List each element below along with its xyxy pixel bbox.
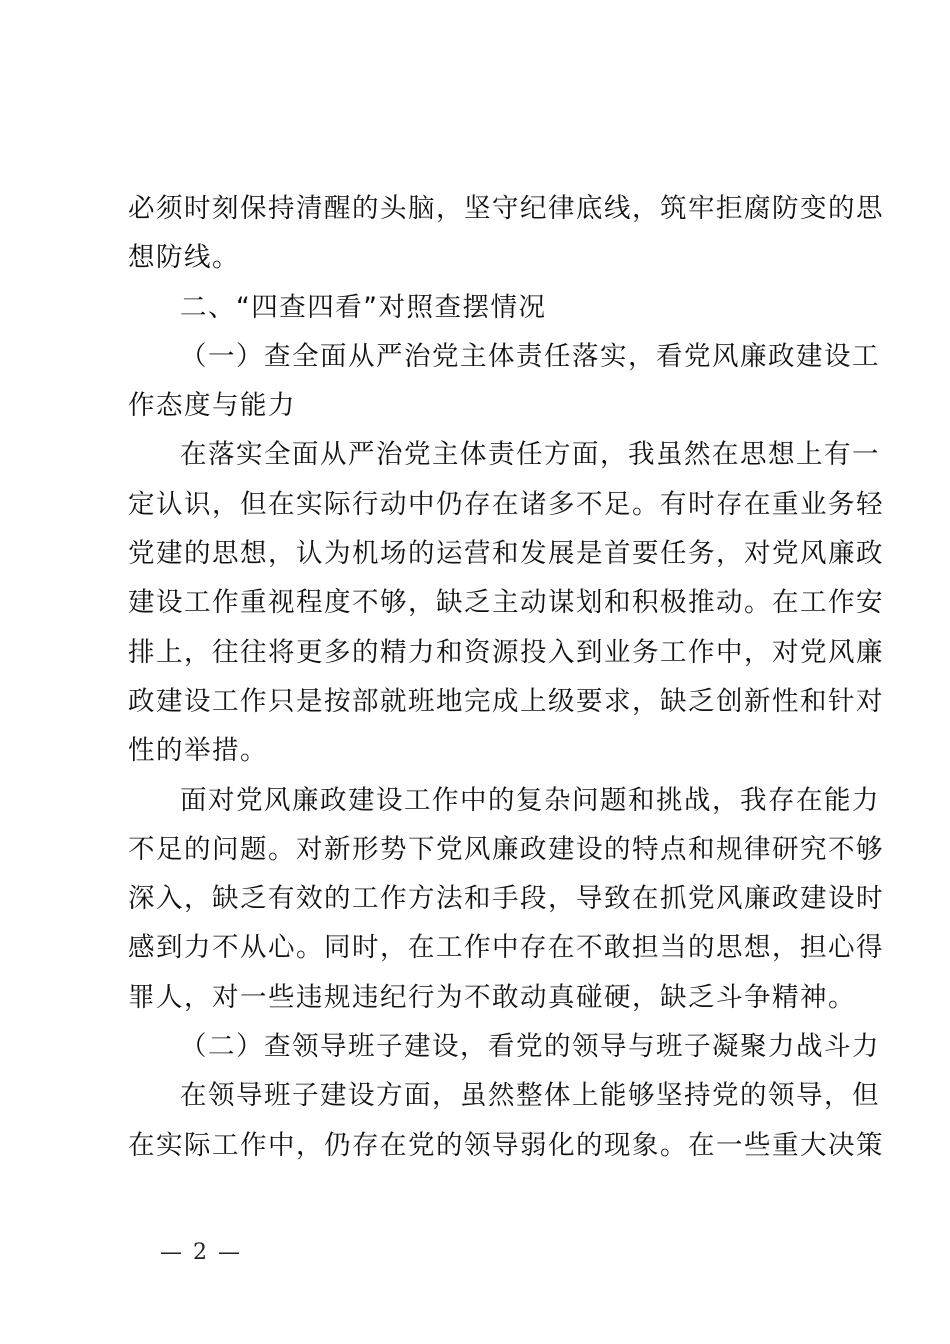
text-line: 深入，缺乏有效的工作方法和手段，导致在抓党风廉政建设时 [128,883,884,915]
text-line: 想防线。 [128,242,240,274]
text-line: 在实际工作中，仍存在党的领导弱化的现象。在一些重大决策 [128,1129,884,1161]
text-line: 不足的问题。对新形势下党风廉政建设的特点和规律研究不够 [128,833,884,865]
text-line: 定认识，但在实际行动中仍存在诸多不足。有时存在重业务轻 [128,488,884,520]
text-line: 感到力不从心。同时，在工作中存在不敢担当的思想，担心得 [128,932,884,964]
subsection-heading: （一）查全面从严治党主体责任落实，看党风廉政建设工 [180,340,880,372]
text-line: 政建设工作只是按部就班地完成上级要求，缺乏创新性和针对 [128,685,884,717]
text-line: 面对党风廉政建设工作中的复杂问题和挑战，我存在能力 [180,784,880,816]
subsection-heading-continued: 作态度与能力 [128,390,296,422]
text-line: 罪人，对一些违规违纪行为不敢动真碰硬，缺乏斗争精神。 [128,981,856,1013]
text-line: 在落实全面从严治党主体责任方面，我虽然在思想上有一 [180,439,880,471]
text-line: 性的举措。 [128,735,268,767]
document-body [128,184,884,1170]
text-line: 必须时刻保持清醒的头脑，坚守纪律底线，筑牢拒腐防变的思 [128,193,884,224]
text-line: 党建的思想，认为机场的运营和发展是首要任务，对党风廉政 [128,538,884,570]
page-number: — 2 — [160,1240,242,1265]
text-line: 在领导班子建设方面，虽然整体上能够坚持党的领导，但 [180,1080,880,1112]
text-line: 建设工作重视程度不够，缺乏主动谋划和积极推动。在工作安 [128,587,884,619]
text-line: 排上，往往将更多的精力和资源投入到业务工作中，对党风廉 [128,636,884,668]
subsection-heading: （二）查领导班子建设，看党的领导与班子凝聚力战斗力 [180,1031,880,1063]
section-heading: 二、“四查四看”对照查摆情况 [180,291,547,323]
